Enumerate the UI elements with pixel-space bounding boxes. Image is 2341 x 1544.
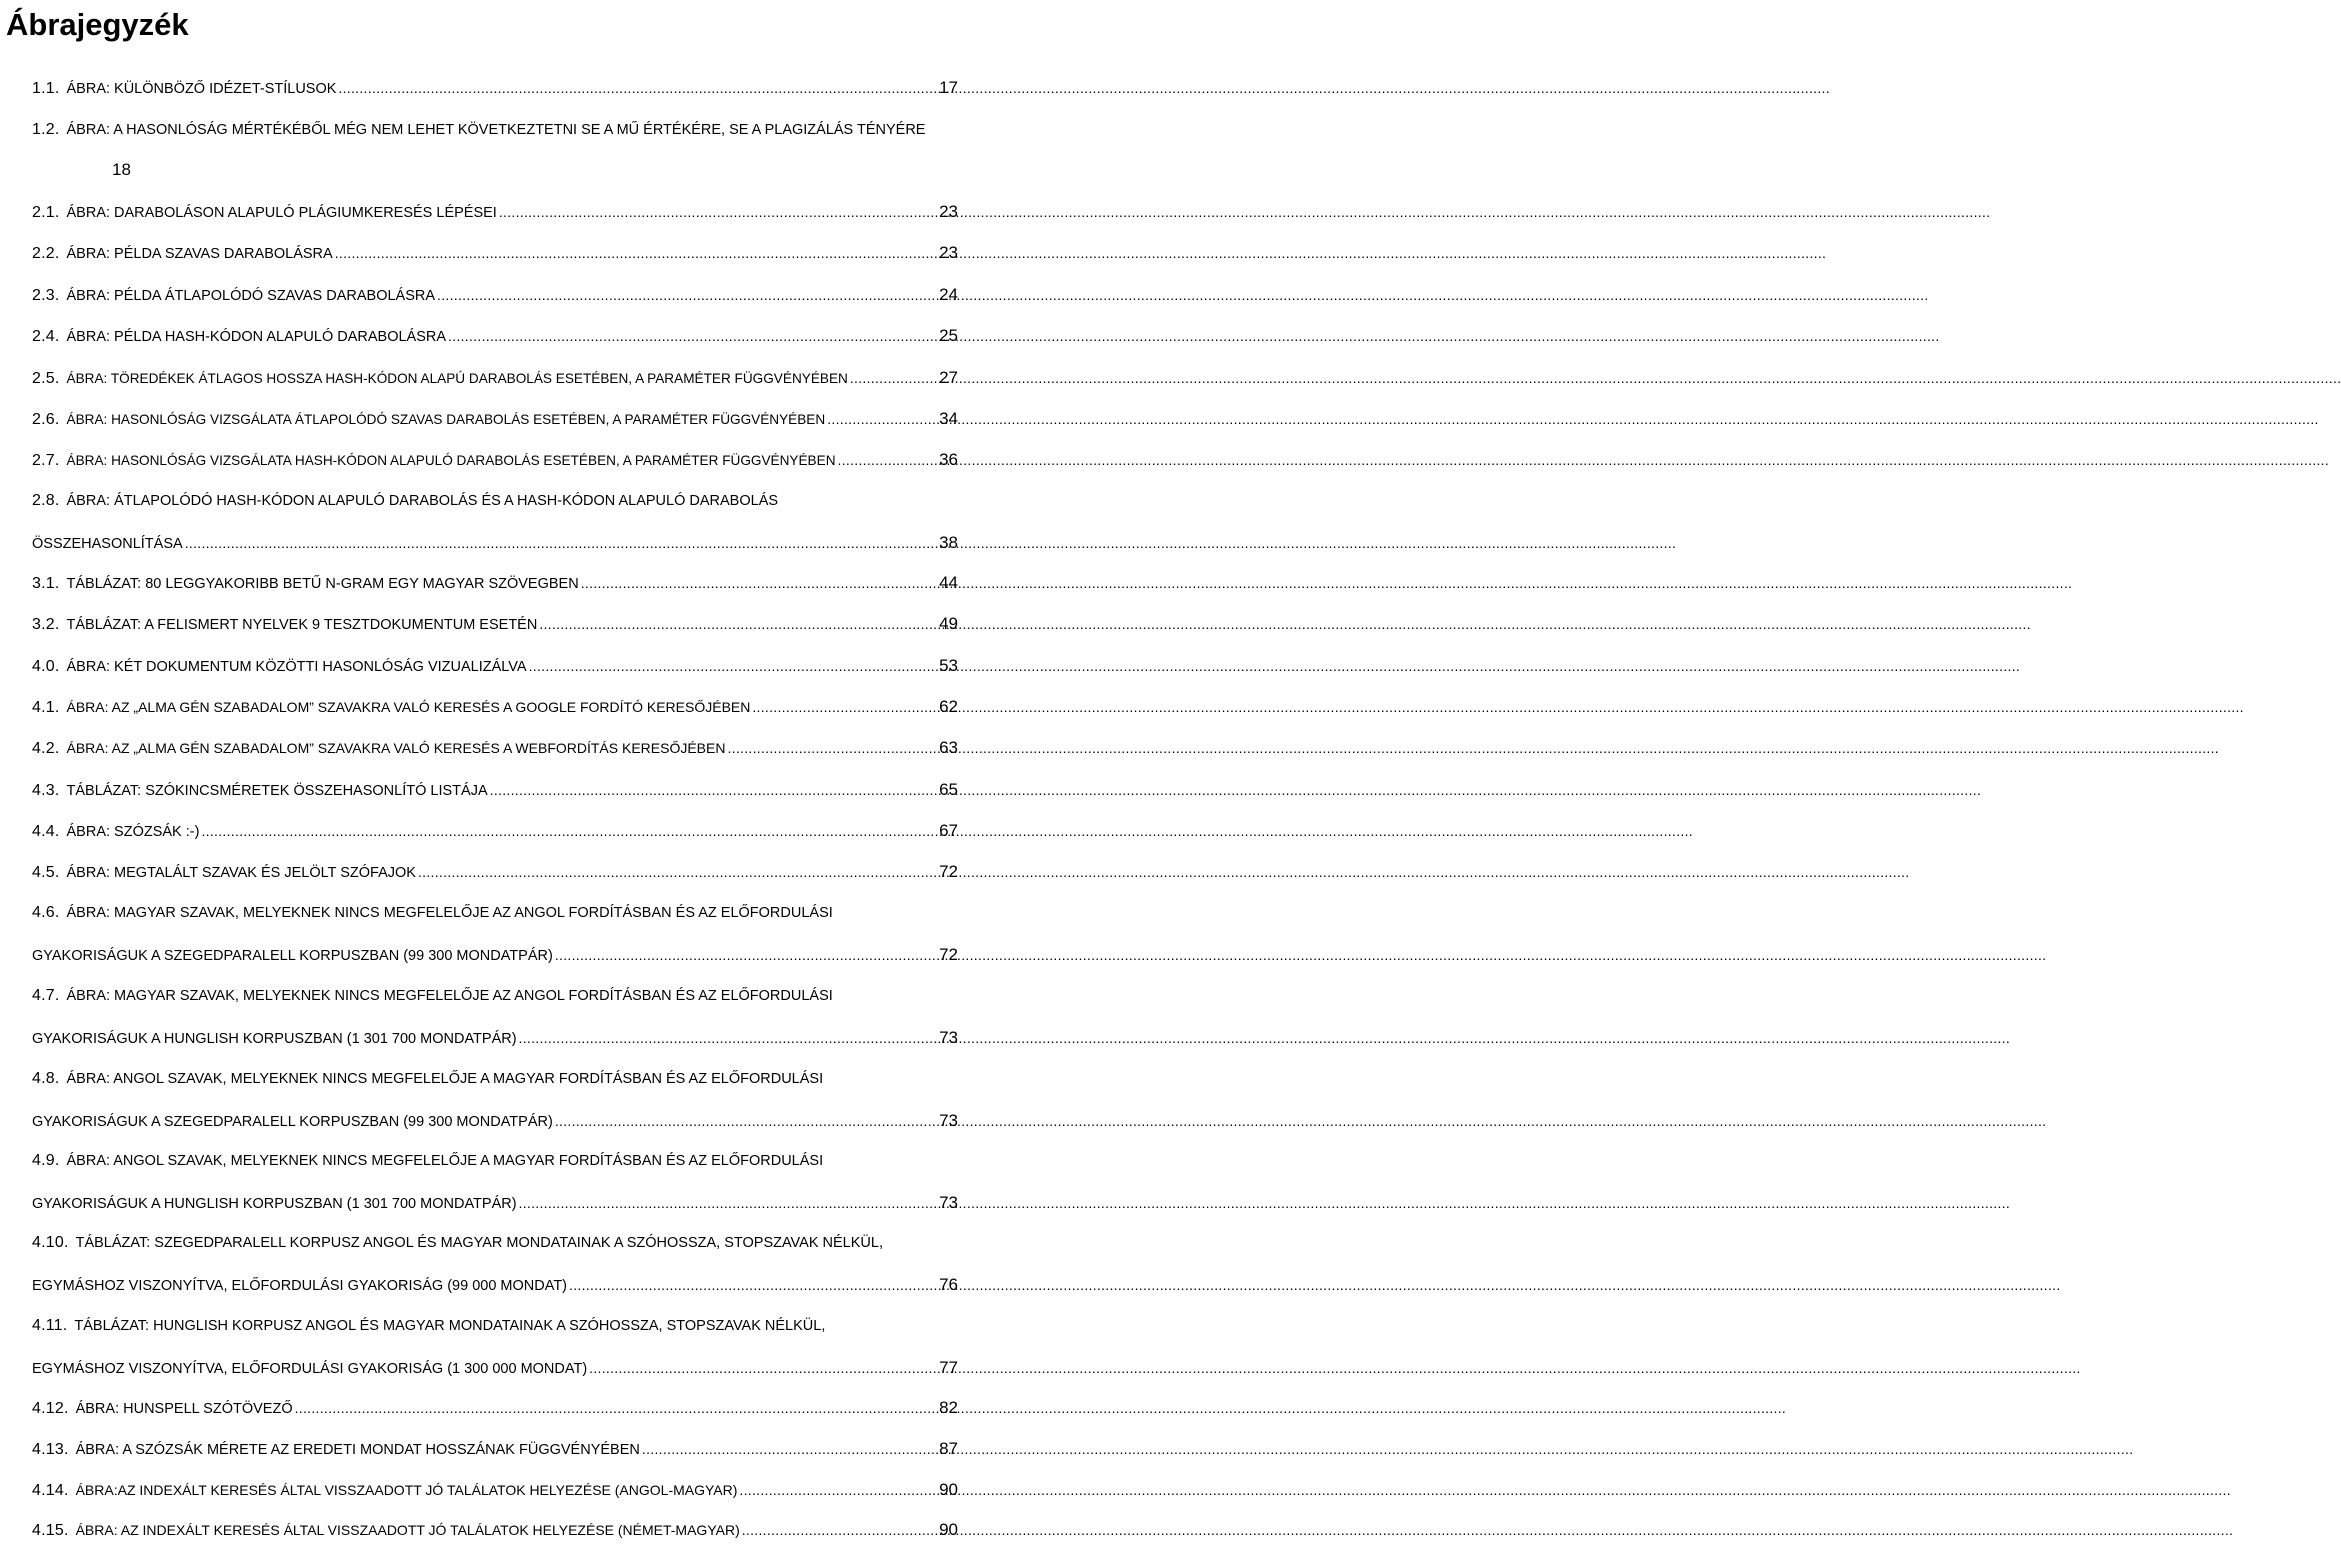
- entry-title-continued: EGYMÁSHOZ VISZONYÍTVA, ELŐFORDULÁSI GYAKORISÁG (1 300 000 MONDAT): [32, 1361, 588, 1377]
- toc-entry-2-1[interactable]: [32, 200, 958, 224]
- entry-page: 17: [939, 78, 958, 97]
- entry-number: 2.6.: [32, 411, 60, 428]
- toc-entry-2-6[interactable]: [32, 407, 958, 431]
- dot-leader: [581, 571, 935, 596]
- entry-number: 2.7.: [32, 452, 60, 469]
- entry-title-continued: GYAKORISÁGUK A SZEGEDPARALELL KORPUSZBAN (99 300 MONDATPÁR): [32, 1114, 553, 1130]
- entry-page: 73: [939, 1111, 958, 1130]
- dot-leader: [201, 819, 935, 844]
- entry-page: 24: [939, 285, 958, 304]
- entry-number: 4.6.: [32, 904, 60, 921]
- entry-page: 25: [939, 326, 958, 345]
- entry-number: 4.13.: [32, 1441, 69, 1458]
- entry-number: 2.1.: [32, 204, 60, 221]
- toc-entry-3-1[interactable]: [32, 571, 958, 595]
- entry-page: 67: [939, 821, 958, 840]
- toc-entry-2-7[interactable]: [32, 448, 958, 472]
- dot-leader: [727, 736, 935, 761]
- entry-page: 49: [939, 614, 958, 633]
- document-page: [0, 0, 960, 1544]
- dot-leader: [539, 612, 935, 637]
- entry-page: 77: [939, 1358, 958, 1377]
- toc-entry-2-4[interactable]: [32, 324, 958, 348]
- dot-leader: [490, 778, 935, 803]
- entry-number: 4.15.: [32, 1522, 69, 1539]
- toc-entry-4-7[interactable]: [32, 984, 958, 1050]
- entry-number: 4.11.: [32, 1317, 68, 1334]
- page-title: Ábrajegyzék: [6, 7, 189, 42]
- entry-title: ÁBRA: SZÓZSÁK :-): [66, 824, 200, 840]
- toc-entry-2-2[interactable]: [32, 241, 958, 265]
- toc-entry-4-14[interactable]: [32, 1478, 958, 1502]
- entry-title: TÁBLÁZAT: SZEGEDPARALELL KORPUSZ ANGOL ÉS MAGYAR MONDATAINAK A SZÓHOSSZA, STOPSZAVAK NÉLKÜL,: [75, 1235, 883, 1251]
- entry-page: 73: [939, 1028, 958, 1047]
- dot-leader: [589, 1356, 935, 1381]
- dot-leader: [529, 654, 936, 679]
- dot-leader: [850, 366, 935, 391]
- entry-title: ÁBRA: PÉLDA SZAVAS DARABOLÁSRA: [66, 246, 333, 262]
- entry-number: 4.4.: [32, 823, 60, 840]
- entry-title: TÁBLÁZAT: HUNGLISH KORPUSZ ANGOL ÉS MAGYAR MONDATAINAK A SZÓHOSSZA, STOPSZAVAK NÉLKÜL,: [74, 1318, 826, 1334]
- entry-title: TÁBLÁZAT: SZÓKINCSMÉRETEK ÖSSZEHASONLÍTÓ LISTÁJA: [66, 783, 488, 799]
- toc-entry-4-11[interactable]: [32, 1314, 958, 1380]
- entry-title-continued: GYAKORISÁGUK A HUNGLISH KORPUSZBAN (1 301 700 MONDATPÁR): [32, 1196, 517, 1212]
- entry-number: 3.2.: [32, 616, 60, 633]
- entry-number: 4.8.: [32, 1070, 60, 1087]
- entry-number: 4.12.: [32, 1400, 69, 1417]
- entry-page: 82: [939, 1398, 958, 1417]
- entry-number: 4.3.: [32, 782, 60, 799]
- entry-title-continued: GYAKORISÁGUK A SZEGEDPARALELL KORPUSZBAN (99 300 MONDATPÁR): [32, 948, 553, 964]
- entry-page: 90: [939, 1520, 958, 1539]
- toc-entry-2-8[interactable]: [32, 489, 958, 555]
- entry-page: 62: [939, 697, 958, 716]
- entry-page: 23: [939, 202, 958, 221]
- entry-title: ÁBRA:AZ INDEXÁLT KERESÉS ÁLTAL VISSZAADOTT JÓ TALÁLATOK HELYEZÉSE (ANGOL-MAGYAR): [75, 1482, 738, 1498]
- entry-title: ÁBRA: HASONLÓSÁG VIZSGÁLATA HASH-KÓDON ALAPULÓ DARABOLÁS ESETÉBEN, A PARAMÉTER FÜGGVÉNYÉBEN: [66, 453, 836, 468]
- entry-title: ÁBRA: A SZÓZSÁK MÉRETE AZ EREDETI MONDAT HOSSZÁNAK FÜGGVÉNYÉBEN: [75, 1442, 640, 1458]
- entry-page: 76: [939, 1275, 958, 1294]
- entry-number: 4.7.: [32, 987, 60, 1004]
- entry-title: ÁBRA: ANGOL SZAVAK, MELYEKNEK NINCS MEGFELELŐJE A MAGYAR FORDÍTÁSBAN ÉS AZ ELŐFORDULÁSI: [66, 1071, 824, 1087]
- entry-page: 36: [939, 450, 958, 469]
- dot-leader: [838, 448, 936, 473]
- dot-leader: [739, 1478, 935, 1503]
- entry-title: ÁBRA: MAGYAR SZAVAK, MELYEKNEK NINCS MEGFELELŐJE AZ ANGOL FORDÍTÁSBAN ÉS AZ ELŐFORDULÁSI: [66, 988, 833, 1004]
- toc-entry-4-1[interactable]: [32, 695, 958, 719]
- entry-title: ÁBRA: A HASONLÓSÁG MÉRTÉKÉBŐL MÉG NEM LEHET KÖVETKEZTETNI SE A MŰ ÉRTÉKÉRE, SE A PLAGIZÁLÁS TÉNYÉRE: [66, 122, 926, 138]
- toc-entry-4-15[interactable]: [32, 1518, 958, 1542]
- entry-title: ÁBRA: HASONLÓSÁG VIZSGÁLATA ÁTLAPOLÓDÓ SZAVAS DARABOLÁS ESETÉBEN, A PARAMÉTER FÜGGVÉNYÉBEN: [66, 412, 826, 427]
- toc-entry-4-5[interactable]: [32, 860, 958, 884]
- toc-entry-2-5[interactable]: [32, 366, 958, 390]
- entry-page: 44: [939, 573, 958, 592]
- dot-leader: [742, 1518, 935, 1543]
- entry-title-continued: EGYMÁSHOZ VISZONYÍTVA, ELŐFORDULÁSI GYAKORISÁG (99 000 MONDAT): [32, 1278, 567, 1294]
- toc-entry-1-1[interactable]: [32, 76, 958, 100]
- entry-title: ÁBRA: PÉLDA HASH-KÓDON ALAPULÓ DARABOLÁSRA: [66, 329, 447, 345]
- entry-title: ÁBRA: KÉT DOKUMENTUM KÖZÖTTI HASONLÓSÁG VIZUALIZÁLVA: [66, 659, 527, 675]
- entry-number: 2.2.: [32, 245, 60, 262]
- entry-title: ÁBRA: PÉLDA ÁTLAPOLÓDÓ SZAVAS DARABOLÁSRA: [66, 288, 436, 304]
- entry-title: ÁBRA: AZ „ALMA GÉN SZABADALOM” SZAVAKRA VALÓ KERESÉS A GOOGLE FORDÍTÓ KERESŐJÉBEN: [66, 699, 751, 715]
- dot-leader: [185, 531, 935, 556]
- entry-number: 2.4.: [32, 328, 60, 345]
- entry-page: 87: [939, 1439, 958, 1458]
- entry-page: 63: [939, 738, 958, 757]
- toc-entry-4-12[interactable]: [32, 1396, 958, 1420]
- entry-title: TÁBLÁZAT: A FELISMERT NYELVEK 9 TESZTDOKUMENTUM ESETÉN: [66, 617, 538, 633]
- entry-number: 1.1.: [32, 80, 60, 97]
- dot-leader: [338, 76, 935, 101]
- entry-page: 18: [112, 160, 131, 179]
- toc-entry-2-3[interactable]: [32, 283, 958, 307]
- entry-number: 1.2.: [32, 121, 60, 138]
- entry-page: 53: [939, 656, 958, 675]
- toc-entry-4-2[interactable]: [32, 736, 958, 760]
- toc-entry-1-2[interactable]: [32, 118, 958, 182]
- entry-number: 2.3.: [32, 287, 60, 304]
- dot-leader: [569, 1273, 935, 1298]
- entry-page: 34: [939, 409, 958, 428]
- toc-entry-4-3[interactable]: [32, 778, 958, 802]
- entry-title: ÁBRA: ÁTLAPOLÓDÓ HASH-KÓDON ALAPULÓ DARABOLÁS ÉS A HASH-KÓDON ALAPULÓ DARABOLÁS: [66, 493, 779, 509]
- entry-number: 4.10.: [32, 1234, 69, 1251]
- entry-title-continued: ÖSSZEHASONLÍTÁSA: [32, 536, 183, 552]
- entry-number: 4.1.: [32, 699, 60, 716]
- dot-leader: [295, 1396, 935, 1421]
- entry-page: 38: [939, 533, 958, 552]
- entry-number: 4.0.: [32, 658, 60, 675]
- dot-leader: [335, 241, 935, 266]
- toc-entry-4-13[interactable]: [32, 1437, 958, 1461]
- entry-number: 4.9.: [32, 1152, 60, 1169]
- entry-number: 3.1.: [32, 575, 60, 592]
- entry-page: 72: [939, 862, 958, 881]
- entry-page: 73: [939, 1193, 958, 1212]
- dot-leader: [448, 324, 935, 349]
- entry-page: 72: [939, 945, 958, 964]
- dot-leader: [499, 200, 935, 225]
- toc-entry-4-8[interactable]: [32, 1067, 958, 1133]
- entry-title: ÁBRA: KÜLÖNBÖZŐ IDÉZET-STÍLUSOK: [66, 81, 337, 97]
- entry-title: ÁBRA: MAGYAR SZAVAK, MELYEKNEK NINCS MEGFELELŐJE AZ ANGOL FORDÍTÁSBAN ÉS AZ ELŐFORDULÁSI: [66, 905, 833, 921]
- toc-entry-4-9[interactable]: [32, 1149, 958, 1215]
- entry-title: ÁBRA: HUNSPELL SZÓTÖVEZŐ: [75, 1401, 293, 1417]
- entry-page: 27: [939, 368, 958, 387]
- entry-number: 4.5.: [32, 864, 60, 881]
- dot-leader: [555, 943, 935, 968]
- entry-number: 2.8.: [32, 492, 60, 509]
- dot-leader: [418, 860, 935, 885]
- entry-number: 4.2.: [32, 740, 60, 757]
- entry-number: 2.5.: [32, 370, 60, 387]
- toc-entry-4-4[interactable]: [32, 819, 958, 843]
- toc-entry-3-2[interactable]: [32, 612, 958, 636]
- toc-entry-4-0[interactable]: [32, 654, 958, 678]
- entry-title: ÁBRA: DARABOLÁSON ALAPULÓ PLÁGIUMKERESÉS LÉPÉSEI: [66, 205, 497, 221]
- dot-leader: [519, 1191, 936, 1216]
- entry-number: 4.14.: [32, 1482, 69, 1499]
- entry-title: ÁBRA: MEGTALÁLT SZAVAK ÉS JELÖLT SZÓFAJOK: [66, 865, 416, 881]
- dot-leader: [752, 695, 935, 720]
- toc-entry-4-10[interactable]: [32, 1231, 958, 1297]
- dot-leader: [827, 407, 935, 432]
- entry-title: ÁBRA: ANGOL SZAVAK, MELYEKNEK NINCS MEGFELELŐJE A MAGYAR FORDÍTÁSBAN ÉS AZ ELŐFORDULÁSI: [66, 1153, 824, 1169]
- entry-title-continued: GYAKORISÁGUK A HUNGLISH KORPUSZBAN (1 301 700 MONDATPÁR): [32, 1031, 517, 1047]
- entry-title: TÁBLÁZAT: 80 LEGGYAKORIBB BETŰ N-GRAM EGY MAGYAR SZÖVEGBEN: [66, 576, 579, 592]
- entry-page: 90: [939, 1480, 958, 1499]
- toc-entry-4-6[interactable]: [32, 901, 958, 967]
- entry-page: 23: [939, 243, 958, 262]
- dot-leader: [519, 1026, 936, 1051]
- dot-leader: [555, 1109, 935, 1134]
- entry-title: ÁBRA: AZ INDEXÁLT KERESÉS ÁLTAL VISSZAADOTT JÓ TALÁLATOK HELYEZÉSE (NÉMET-MAGYAR): [75, 1522, 740, 1538]
- entry-title: ÁBRA: AZ „ALMA GÉN SZABADALOM” SZAVAKRA VALÓ KERESÉS A WEBFORDÍTÁS KERESŐJÉBEN: [66, 740, 726, 756]
- entry-title: ÁBRA: TÖREDÉKEK ÁTLAGOS HOSSZA HASH-KÓDON ALAPÚ DARABOLÁS ESETÉBEN, A PARAMÉTER FÜGGVÉNYÉBEN: [66, 371, 848, 386]
- entry-page: 65: [939, 780, 958, 799]
- dot-leader: [437, 283, 935, 308]
- dot-leader: [642, 1437, 935, 1462]
